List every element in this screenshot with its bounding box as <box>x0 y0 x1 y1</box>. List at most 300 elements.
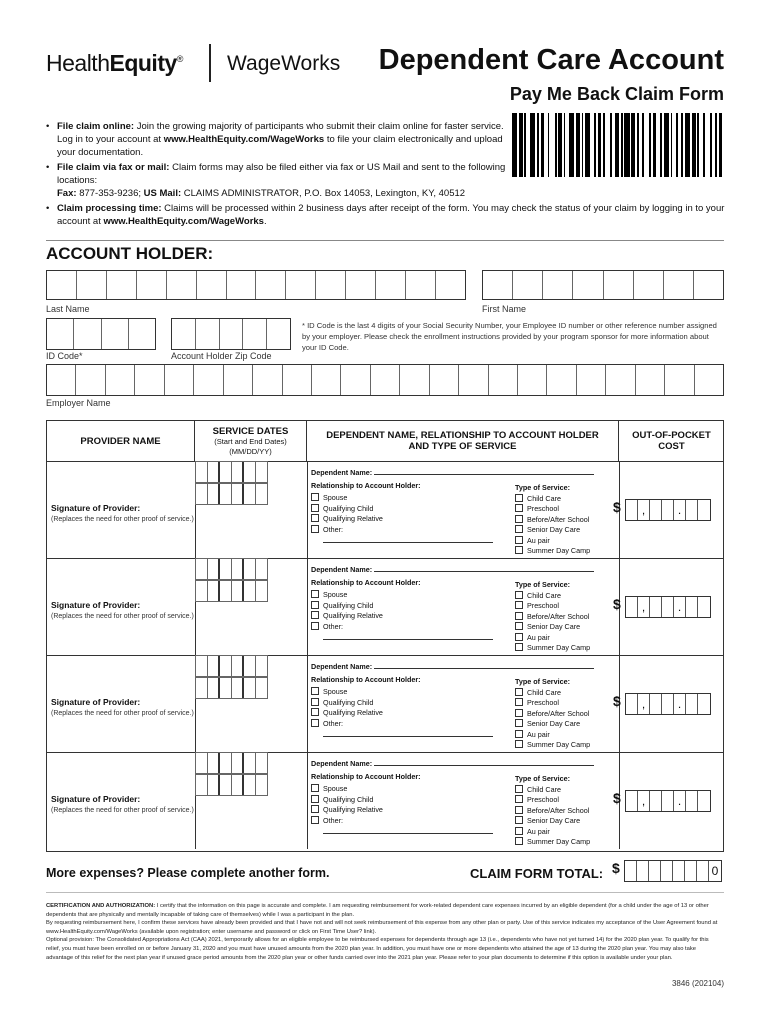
service-type-option-label: Senior Day Care <box>527 525 581 534</box>
checkbox[interactable] <box>311 525 319 533</box>
checkbox[interactable] <box>515 536 523 544</box>
checkbox[interactable] <box>515 719 523 727</box>
fax-mail-label: File claim via fax or mail: <box>57 162 170 173</box>
cost-digit-box: , <box>638 500 650 520</box>
service-type-option[interactable] <box>515 622 590 633</box>
claim-row <box>47 558 723 655</box>
service-type-option[interactable] <box>515 837 590 848</box>
service-type-option-label: Senior Day Care <box>527 622 581 631</box>
end-date-field[interactable] <box>195 677 268 699</box>
cost-digit-box <box>698 694 710 714</box>
dependent-name-label: Dependent Name: <box>311 662 373 671</box>
cost-dollar-sign: $ <box>613 596 621 612</box>
char-box <box>267 319 290 349</box>
relationship-option-label: Qualifying Child <box>323 600 374 610</box>
date-char-box <box>208 775 220 795</box>
start-date-field[interactable] <box>195 558 268 580</box>
date-char-box <box>244 753 256 773</box>
char-box <box>604 271 634 299</box>
service-type-option-label: Child Care <box>527 493 561 503</box>
header-cost <box>619 421 724 461</box>
cost-digit-box <box>686 597 698 617</box>
cost-digit-box <box>650 694 662 714</box>
char-box <box>135 365 164 395</box>
checkbox[interactable] <box>311 687 319 695</box>
date-char-box <box>196 559 208 579</box>
service-type-group <box>515 580 590 654</box>
intro-online <box>46 120 506 159</box>
date-char-box <box>208 581 220 601</box>
service-type-option-label: Summer Day Camp <box>527 643 591 652</box>
dependent-name-blank <box>374 564 594 572</box>
service-type-option-label: Child Care <box>527 784 561 794</box>
relationship-option-label: Spouse <box>323 784 348 793</box>
end-date-field[interactable] <box>195 774 268 796</box>
char-box <box>694 271 723 299</box>
relationship-option-label: Other: <box>323 524 343 534</box>
mail-label: US Mail: <box>143 188 182 199</box>
service-type-option-label: Summer Day Camp <box>527 740 591 749</box>
date-char-box <box>256 678 268 698</box>
cost-dollar-sign: $ <box>613 693 621 709</box>
relationship-option-label: Qualifying Relative <box>323 805 383 814</box>
service-type-option[interactable] <box>515 698 590 709</box>
service-type-option[interactable] <box>515 504 590 515</box>
char-box <box>74 319 101 349</box>
checkbox[interactable] <box>515 612 523 620</box>
checkbox[interactable] <box>515 827 523 835</box>
checkbox[interactable] <box>515 688 523 696</box>
checkbox[interactable] <box>515 546 523 554</box>
id-code-label: ID Code* <box>46 351 83 361</box>
dependent-name-blank <box>374 661 594 669</box>
checkbox[interactable] <box>311 784 319 792</box>
fax-label: Fax: <box>57 188 77 199</box>
online-tail: to file your claim electronically and upload your documentation. <box>57 134 503 158</box>
relationship-option-label: Spouse <box>323 687 348 696</box>
relationship-option-label: Other: <box>323 815 343 825</box>
processing-text: Claims will be processed within 2 business days after receipt of the form. You may check the status of your claim by logging in to your account at <box>57 203 725 227</box>
date-char-box <box>232 775 244 795</box>
provider-signature-label: Signature of Provider: <box>51 503 141 513</box>
date-char-box <box>244 775 256 795</box>
date-char-box <box>208 678 220 698</box>
char-box <box>243 319 267 349</box>
char-box <box>286 271 316 299</box>
service-type-option[interactable] <box>515 525 590 536</box>
date-char-box <box>220 753 232 773</box>
relationship-label: Relationship to Account Holder: <box>311 480 421 490</box>
char-box <box>459 365 488 395</box>
zip-code-field[interactable] <box>171 318 291 350</box>
service-type-option-label: Summer Day Camp <box>527 837 591 846</box>
service-type-option[interactable] <box>515 494 590 505</box>
char-box <box>577 365 606 395</box>
processing-label: Claim processing time: <box>57 203 162 214</box>
checkbox[interactable] <box>515 591 523 599</box>
char-box <box>695 365 723 395</box>
service-type-option-label: Au pair <box>527 729 550 739</box>
service-type-option-label: Before/After School <box>527 708 590 718</box>
online-label: File claim online: <box>57 121 135 132</box>
service-type-option[interactable] <box>515 795 590 806</box>
form-subtitle: Pay Me Back Claim Form <box>509 84 724 104</box>
char-box <box>406 271 436 299</box>
intro-fax-mail <box>46 161 506 200</box>
date-char-box <box>220 559 232 579</box>
checkbox[interactable] <box>515 633 523 641</box>
form-code: 3846 (202104) <box>671 979 724 988</box>
service-type-option-label: Preschool <box>527 698 559 707</box>
service-type-option[interactable] <box>515 730 590 741</box>
service-type-group <box>515 677 590 751</box>
account-holder-heading: ACCOUNT HOLDER: <box>46 244 214 263</box>
checkbox[interactable] <box>311 514 319 522</box>
checkbox[interactable] <box>515 816 523 824</box>
service-type-option-label: Child Care <box>527 687 561 697</box>
cost-digit-box <box>686 500 698 520</box>
service-type-option-label: Child Care <box>527 590 561 600</box>
char-box <box>47 319 74 349</box>
form-title: Dependent Care Account <box>378 44 724 76</box>
date-char-box <box>256 581 268 601</box>
checkbox[interactable] <box>515 785 523 793</box>
provider-name-field[interactable] <box>47 558 195 596</box>
date-char-box <box>196 656 208 676</box>
service-type-option-label: Au pair <box>527 826 550 836</box>
logo-divider <box>209 44 211 82</box>
relationship-option-label: Other: <box>323 621 343 631</box>
date-char-box <box>196 678 208 698</box>
intro-instructions <box>46 120 725 230</box>
dependent-name-line[interactable] <box>311 564 611 576</box>
dependent-name-label: Dependent Name: <box>311 759 373 768</box>
end-date-field[interactable] <box>195 483 268 505</box>
service-type-label: Type of Service: <box>515 483 570 492</box>
service-type-option[interactable] <box>515 601 590 612</box>
relationship-option-label: Qualifying Child <box>323 794 374 804</box>
char-box <box>400 365 429 395</box>
start-date-field[interactable] <box>195 752 268 774</box>
date-char-box <box>244 559 256 579</box>
date-char-box <box>232 559 244 579</box>
service-type-option-label: Preschool <box>527 504 559 513</box>
date-char-box <box>208 753 220 773</box>
start-date-field[interactable] <box>195 655 268 677</box>
char-box <box>224 365 253 395</box>
service-type-option[interactable] <box>515 688 590 699</box>
cost-digit-box <box>650 597 662 617</box>
checkbox[interactable] <box>311 816 319 824</box>
provider-signature-note: (Replaces the need for other proof of service.) <box>51 807 194 814</box>
provider-signature-label: Signature of Provider: <box>51 794 141 804</box>
checkbox[interactable] <box>311 708 319 716</box>
date-char-box <box>232 484 244 504</box>
cost-col-label: OUT-OF-POCKET COST <box>632 430 711 452</box>
char-box <box>197 271 227 299</box>
cert-paragraph-2: By requesting reimbursement here, I confirm these services have already been provided and that I have not and will not seek reimbursement of this expense from any other plan or party. Use of this service indicates my acceptance of the User Agreement found at www.HealthEquity.com/WageWorks (available upon registration; enter username and password or click on First Time User? link). <box>46 920 718 935</box>
char-box <box>664 271 694 299</box>
service-type-option-label: Summer Day Camp <box>527 546 591 555</box>
char-box <box>47 365 76 395</box>
date-char-box <box>232 678 244 698</box>
char-box <box>518 365 547 395</box>
claim-total-field[interactable] <box>624 860 722 882</box>
first-name-label: First Name <box>482 304 527 314</box>
date-char-box <box>196 484 208 504</box>
checkbox[interactable] <box>311 611 319 619</box>
dependent-name-blank <box>374 467 594 475</box>
checkbox[interactable] <box>515 494 523 502</box>
cost-dollar-sign: $ <box>613 499 621 515</box>
checkbox[interactable] <box>515 740 523 748</box>
date-char-box <box>244 656 256 676</box>
checkbox[interactable] <box>515 643 523 651</box>
date-char-box <box>232 462 244 482</box>
checkbox[interactable] <box>515 504 523 512</box>
checkbox[interactable] <box>515 698 523 706</box>
service-dates-sub2: (MM/DD/YY) <box>229 446 272 456</box>
cost-digit-box <box>662 694 674 714</box>
char-box <box>665 365 694 395</box>
date-char-box <box>256 462 268 482</box>
date-char-box <box>232 753 244 773</box>
claim-row <box>47 461 723 558</box>
logo-health-text: Health <box>46 50 110 76</box>
service-type-option[interactable] <box>515 546 590 557</box>
cost-digit-box <box>686 791 698 811</box>
checkbox[interactable] <box>311 622 319 630</box>
total-digit <box>625 861 637 881</box>
date-char-box <box>208 559 220 579</box>
cert-label: CERTIFICATION AND AUTHORIZATION: <box>46 903 156 909</box>
total-digit <box>637 861 649 881</box>
date-char-box <box>196 753 208 773</box>
cert-text-1: I certify that the information on this page is accurate and complete. I am requesting reimbursement for work-related dependent care expenses incurred by an eligible dependent (for a child under the age of 13 or other dependents that are physically and mentally incapable of taking care of themselves) while I was a participant in the plan. <box>46 903 709 918</box>
zip-code-label: Account Holder Zip Code <box>171 351 272 361</box>
cost-digit-box <box>698 500 710 520</box>
date-char-box <box>256 559 268 579</box>
date-char-box <box>196 462 208 482</box>
checkbox[interactable] <box>515 806 523 814</box>
total-digit <box>661 861 673 881</box>
cost-digit-box <box>698 597 710 617</box>
cost-digit-box: , <box>638 791 650 811</box>
more-expenses-note: More expenses? Please complete another form. <box>46 866 330 880</box>
service-type-option[interactable] <box>515 816 590 827</box>
char-box <box>137 271 167 299</box>
checkbox[interactable] <box>311 719 319 727</box>
service-type-option[interactable] <box>515 612 590 623</box>
claim-total-label: CLAIM FORM TOTAL: <box>470 866 604 881</box>
service-type-option-label: Before/After School <box>527 514 590 524</box>
total-digit <box>685 861 697 881</box>
end-date-field[interactable] <box>195 580 268 602</box>
char-box <box>227 271 257 299</box>
relationship-option-label: Qualifying Relative <box>323 611 383 620</box>
cost-field[interactable] <box>625 693 711 715</box>
wageworks-logo: WageWorks <box>227 52 341 75</box>
date-char-box <box>220 656 232 676</box>
char-box <box>573 271 603 299</box>
cost-digit-box <box>626 500 638 520</box>
provider-name-field[interactable] <box>47 752 195 790</box>
cost-field[interactable] <box>625 499 711 521</box>
char-box <box>196 319 220 349</box>
processing-tail: . <box>263 216 267 227</box>
header-provider-name <box>47 421 195 461</box>
checkbox[interactable] <box>515 709 523 717</box>
provider-name-field[interactable] <box>47 655 195 693</box>
relationship-option-label: Spouse <box>323 493 348 502</box>
section-divider <box>46 240 724 241</box>
service-type-label: Type of Service: <box>515 580 570 589</box>
relationship-option-label: Qualifying Relative <box>323 514 383 523</box>
healthequity-logo <box>46 50 183 77</box>
relationship-option-label: Spouse <box>323 590 348 599</box>
provider-name-field[interactable] <box>47 461 195 499</box>
dependent-col-label: DEPENDENT NAME, RELATIONSHIP TO ACCOUNT HOLDER AND TYPE OF SERVICE <box>326 430 599 452</box>
cost-digit-box <box>686 694 698 714</box>
date-char-box <box>244 581 256 601</box>
date-char-box <box>208 484 220 504</box>
date-char-box <box>244 678 256 698</box>
service-type-option-label: Before/After School <box>527 805 590 815</box>
header-dependent <box>307 421 619 461</box>
checkbox[interactable] <box>311 805 319 813</box>
total-dollar-sign: $ <box>612 860 620 876</box>
cost-digit-box: . <box>674 597 686 617</box>
processing-url-link[interactable]: www.HealthEquity.com/WageWorks <box>103 216 264 227</box>
dependent-name-line[interactable] <box>311 661 611 673</box>
fax-number: 877-353-9236; <box>79 188 141 199</box>
char-box <box>172 319 196 349</box>
last-name-label: Last Name <box>46 304 90 314</box>
checkbox[interactable] <box>311 493 319 501</box>
checkbox[interactable] <box>311 698 319 706</box>
date-char-box <box>220 462 232 482</box>
service-type-option-label: Preschool <box>527 601 559 610</box>
char-box <box>102 319 129 349</box>
service-type-option[interactable] <box>515 633 590 644</box>
first-name-field[interactable] <box>482 270 724 300</box>
checkbox[interactable] <box>515 601 523 609</box>
relationship-option-label: Qualifying Child <box>323 503 374 513</box>
cost-field[interactable] <box>625 790 711 812</box>
relationship-option-label: Qualifying Child <box>323 697 374 707</box>
dependent-name-label: Dependent Name: <box>311 468 373 477</box>
date-char-box <box>232 581 244 601</box>
cost-digit-box <box>662 597 674 617</box>
char-box <box>606 365 635 395</box>
service-type-option[interactable] <box>515 515 590 526</box>
date-char-box <box>220 678 232 698</box>
online-url-link[interactable]: www.HealthEquity.com/WageWorks <box>163 134 325 145</box>
provider-signature-note: (Replaces the need for other proof of service.) <box>51 710 194 717</box>
checkbox[interactable] <box>515 730 523 738</box>
checkbox[interactable] <box>311 590 319 598</box>
dependent-name-line[interactable] <box>311 467 611 479</box>
checkbox[interactable] <box>311 504 319 512</box>
service-type-label: Type of Service: <box>515 677 570 686</box>
char-box <box>513 271 543 299</box>
service-type-option[interactable] <box>515 740 590 751</box>
service-type-group <box>515 483 590 557</box>
id-code-field[interactable] <box>46 318 156 350</box>
service-type-option[interactable] <box>515 785 590 796</box>
date-char-box <box>244 462 256 482</box>
service-type-option[interactable] <box>515 536 590 547</box>
service-type-option-label: Senior Day Care <box>527 719 581 728</box>
total-value: 0 <box>711 864 719 878</box>
char-box <box>430 365 459 395</box>
cost-digit-box: . <box>674 500 686 520</box>
employer-name-field[interactable] <box>46 364 724 396</box>
char-box <box>316 271 346 299</box>
relationship-label: Relationship to Account Holder: <box>311 771 421 781</box>
checkbox[interactable] <box>311 795 319 803</box>
fax-mail-text: Claim forms may also be filed either via fax or US Mail and sent to the following locations: <box>57 162 506 186</box>
date-char-box <box>196 581 208 601</box>
service-type-option[interactable] <box>515 709 590 720</box>
char-box <box>341 365 370 395</box>
checkbox[interactable] <box>515 525 523 533</box>
service-type-option-label: Before/After School <box>527 611 590 621</box>
char-box <box>256 271 286 299</box>
cost-field[interactable] <box>625 596 711 618</box>
cert-paragraph-1 <box>46 902 724 919</box>
dependent-name-line[interactable] <box>311 758 611 770</box>
date-char-box <box>256 484 268 504</box>
char-box <box>167 271 197 299</box>
cost-digit-box <box>650 791 662 811</box>
provider-signature-label: Signature of Provider: <box>51 697 141 707</box>
checkbox[interactable] <box>515 795 523 803</box>
footer-divider <box>46 892 724 893</box>
char-box <box>371 365 400 395</box>
checkbox[interactable] <box>515 837 523 845</box>
relationship-label: Relationship to Account Holder: <box>311 674 421 684</box>
service-type-option[interactable] <box>515 806 590 817</box>
checkbox[interactable] <box>515 622 523 630</box>
char-box <box>543 271 573 299</box>
service-type-option[interactable] <box>515 643 590 654</box>
checkbox[interactable] <box>515 515 523 523</box>
start-date-field[interactable] <box>195 461 268 483</box>
checkbox[interactable] <box>311 601 319 609</box>
provider-col-label: PROVIDER NAME <box>80 435 161 447</box>
service-type-option[interactable] <box>515 591 590 602</box>
date-char-box <box>208 462 220 482</box>
cost-digit-box <box>626 597 638 617</box>
intro-processing <box>46 202 726 228</box>
dependent-name-label: Dependent Name: <box>311 565 373 574</box>
date-char-box <box>244 484 256 504</box>
date-char-box <box>256 753 268 773</box>
total-digit <box>649 861 661 881</box>
service-type-option[interactable] <box>515 827 590 838</box>
last-name-field[interactable] <box>46 270 466 300</box>
service-type-option[interactable] <box>515 719 590 730</box>
char-box <box>129 319 155 349</box>
cost-digit-box: . <box>674 791 686 811</box>
cost-digit-box <box>650 500 662 520</box>
logo-reg-mark: ® <box>176 54 183 64</box>
cost-digit-box <box>626 694 638 714</box>
char-box <box>346 271 376 299</box>
service-dates-sub1: (Start and End Dates) <box>214 436 287 446</box>
char-box <box>547 365 576 395</box>
